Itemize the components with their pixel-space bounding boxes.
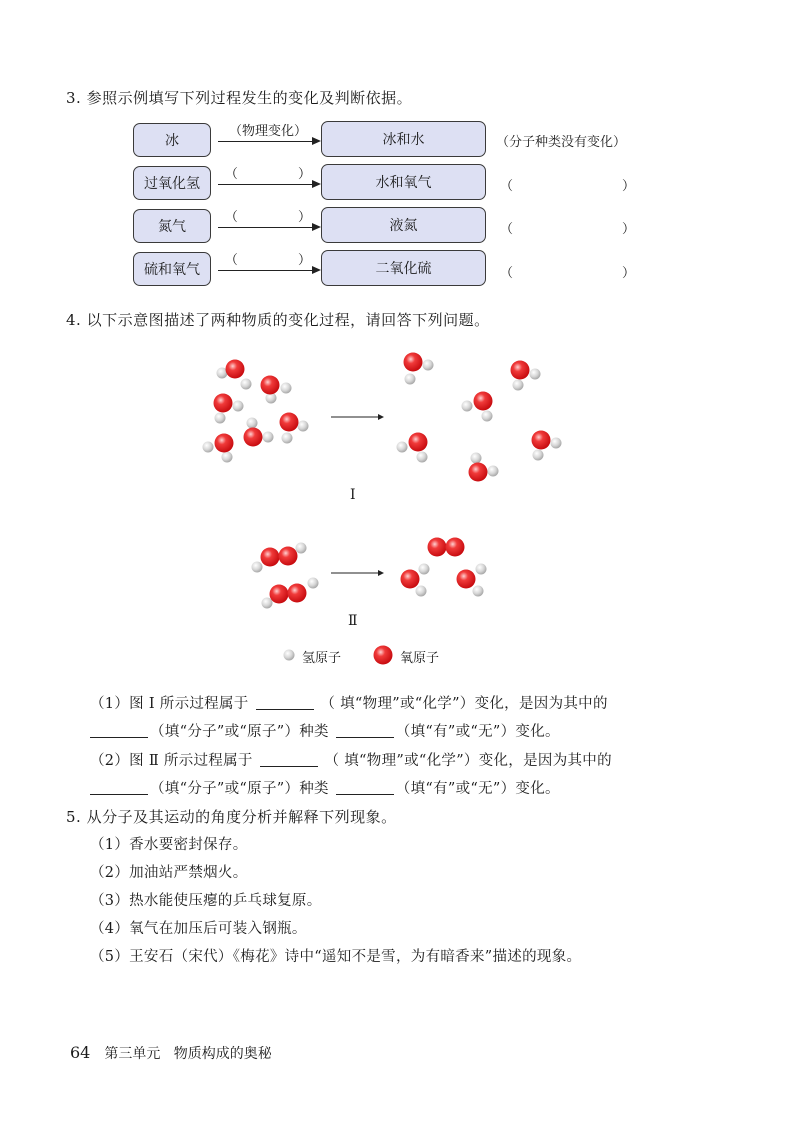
figure-2-label: Ⅱ — [348, 613, 358, 629]
reason-blank-2-close: ） — [622, 179, 636, 194]
page-footer — [70, 1043, 272, 1063]
answer-blank[interactable] — [260, 752, 318, 767]
q4-3-suffix: （ 填“物理”或“化学”）变化，是因为其中的 — [324, 753, 612, 769]
q4-4-mid: （填“分子”或“原子”）种类 — [150, 781, 329, 797]
reactant-label: 氮气 — [158, 219, 186, 235]
reason-blank-3-open[interactable]: （ — [500, 222, 514, 237]
question-5-title: 5. 从分子及其运动的角度分析并解释下列现象。 — [66, 808, 397, 826]
q5-item-4: （4）氧气在加压后可装入钢瓶。 — [90, 921, 307, 937]
answer-blank[interactable] — [90, 780, 148, 795]
reason-blank-3-close: ） — [622, 222, 636, 237]
reason-1: （分子种类没有变化） — [496, 135, 627, 150]
product-label: 二氧化硫 — [375, 261, 432, 277]
question-3-title: 3. 参照示例填写下列过程发生的变化及判断依据。 — [66, 89, 413, 107]
figure-1-label: Ⅰ — [350, 487, 356, 503]
q4-1-prefix: （1）图 Ⅰ 所示过程属于 — [90, 696, 249, 712]
figure-2-before — [252, 543, 319, 609]
water-molecule — [401, 564, 430, 597]
change-blank-2[interactable]: （ ） — [224, 167, 312, 182]
answer-blank[interactable] — [336, 780, 394, 795]
answer-blank[interactable] — [336, 723, 394, 738]
water-molecule — [397, 433, 428, 463]
reason-blank-2-open[interactable]: （ — [500, 179, 514, 194]
water-molecule — [404, 353, 434, 385]
legend-hydrogen-label: 氢原子 — [302, 651, 342, 666]
water-molecule — [244, 418, 274, 447]
figure-1-after — [397, 353, 562, 482]
reactant-label: 冰 — [165, 133, 179, 149]
hydrogen-peroxide-molecule — [262, 578, 319, 609]
answer-blank[interactable] — [256, 695, 314, 710]
q5-item-1: （1）香水要密封保存。 — [90, 837, 248, 853]
q4-1-suffix: （ 填“物理”或“化学”）变化，是因为其中的 — [320, 696, 608, 712]
water-molecule — [217, 360, 252, 390]
oxygen-molecule — [428, 538, 465, 557]
reactant-label: 过氧化氢 — [144, 176, 200, 192]
hydrogen-peroxide-molecule — [252, 543, 307, 573]
q4-line-3 — [90, 749, 612, 770]
reason-blank-4-close: ） — [622, 266, 636, 281]
q4-2-suffix: （填“有”或“无”）变化。 — [395, 724, 560, 740]
reason-blank-4-open[interactable]: （ — [500, 266, 514, 281]
question-4-title: 4. 以下示意图描述了两种物质的变化过程，请回答下列问题。 — [66, 311, 490, 329]
oxygen-atom-icon — [374, 646, 393, 665]
water-molecule — [457, 564, 487, 597]
q4-4-suffix: （填“有”或“无”）变化。 — [395, 781, 560, 797]
hydrogen-atom-icon — [284, 650, 295, 661]
water-molecule — [280, 413, 309, 444]
q5-item-2: （2）加油站严禁烟火。 — [90, 865, 248, 881]
product-label: 液氮 — [389, 218, 418, 234]
figure-1-arrow — [331, 414, 384, 420]
chapter-title: 物质构成的奥秘 — [173, 1046, 272, 1062]
q4-line-1 — [90, 692, 608, 713]
q4-3-prefix: （2）图 Ⅱ 所示过程属于 — [90, 753, 253, 769]
figure-2-after — [401, 538, 487, 597]
water-molecule — [203, 434, 234, 463]
q5-item-3: （3）热水能使压瘪的乒乓球复原。 — [90, 893, 322, 909]
q5-item-5: （5）王安石（宋代）《梅花》诗中“遥知不是雪，为有暗香来”描述的现象。 — [90, 949, 582, 965]
q4-line-2 — [90, 720, 560, 741]
answer-blank[interactable] — [90, 723, 148, 738]
water-molecule — [214, 394, 244, 424]
water-molecule — [511, 361, 541, 391]
water-molecule — [462, 392, 493, 422]
change-blank-3[interactable]: （ ） — [224, 210, 312, 225]
water-molecule — [532, 431, 562, 461]
water-molecule — [469, 453, 499, 482]
water-molecule — [261, 376, 292, 404]
reactant-label: 硫和氧气 — [144, 262, 200, 278]
figure-1-before — [203, 360, 309, 463]
q4-2-mid: （填“分子”或“原子”）种类 — [150, 724, 329, 740]
legend-oxygen-label: 氧原子 — [400, 651, 440, 666]
page-number: 64 — [70, 1043, 91, 1062]
figure-2-arrow — [331, 570, 384, 576]
product-label: 水和氧气 — [375, 175, 432, 191]
unit-label: 第三单元 — [104, 1046, 161, 1062]
q4-line-4 — [90, 777, 560, 798]
product-label: 冰和水 — [382, 132, 425, 148]
change-label-1: （物理变化） — [228, 124, 307, 139]
change-blank-4[interactable]: （ ） — [224, 253, 312, 268]
